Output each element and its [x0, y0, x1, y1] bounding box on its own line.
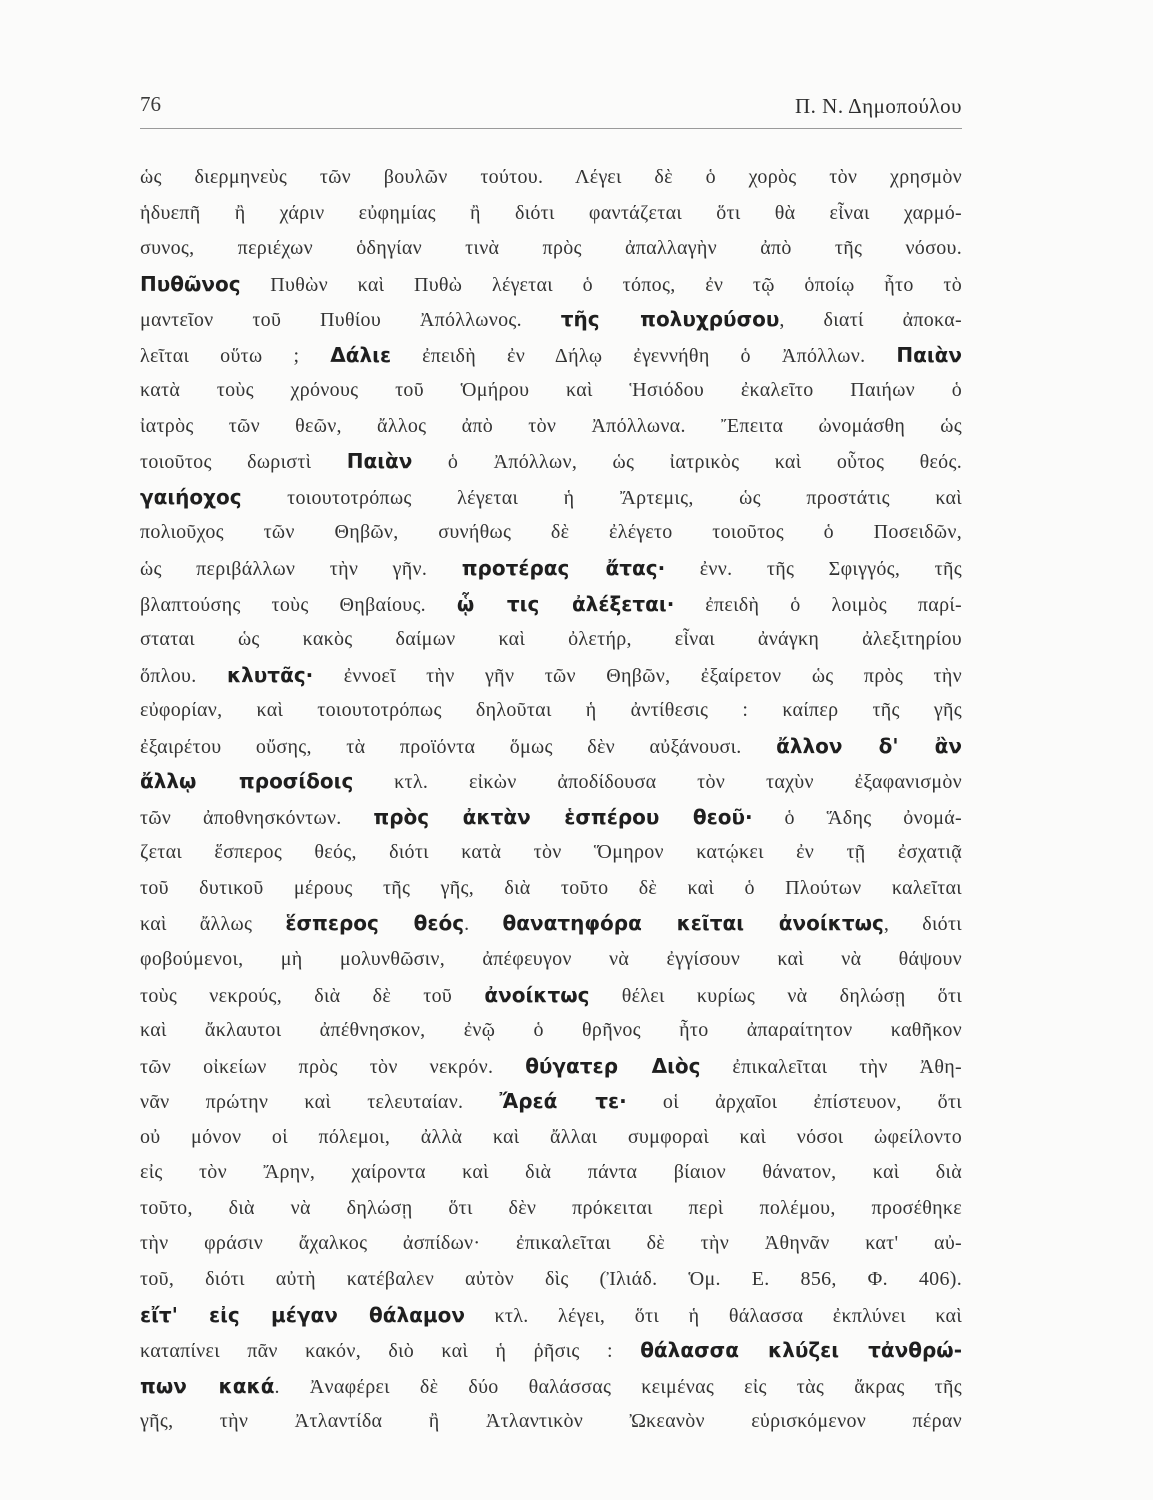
lemma-term: γαιήοχος [140, 484, 242, 509]
text-segment: . Ἀναφέρει δὲ δύο θαλάσσας κειμένας εἰς τὰς ἄκρας τῆς [274, 1375, 962, 1398]
text-segment: ἡδυεπῆ ἢ χάριν εὐφημίας ἢ διότι φαντάζεται ὅτι θὰ εἶναι χαρμό- [140, 201, 962, 224]
text-segment: ἰατρὸς τῶν θεῶν, ἄλλος ἀπὸ τὸν Ἀπόλλωνα. Ἔπειτα ὠνομάσθη ὡς [140, 414, 962, 437]
text-segment: συνος, περιέχων ὁδηγίαν τινὰ πρὸς ἀπαλλαγὴν ἀπὸ τῆς νόσου. [140, 237, 962, 260]
text-line [140, 764, 962, 800]
running-head: Π. Ν. Δημοπούλου [795, 94, 962, 118]
text-segment: γῆς, τὴν Ἀτλαντίδα ἢ Ἀτλαντικὸν Ὠκεανὸν εὑρισκόμενον πέραν [140, 1410, 962, 1433]
text-segment: τῶν οἰκείων πρὸς τὸν νεκρόν. [140, 1055, 526, 1078]
text-segment: οὐ μόνον οἱ πόλεμοι, ἀλλὰ καὶ ἄλλαι συμφοραὶ καὶ νόσοι ὠφείλοντο [140, 1125, 962, 1148]
lemma-term: Δάλιε [330, 342, 392, 367]
text-line [140, 1369, 962, 1405]
text-line [140, 515, 962, 551]
text-segment: κατὰ τοὺς χρόνους τοῦ Ὁμήρου καὶ Ἡσιόδου ἐκαλεῖτο Παιήων ὁ [140, 379, 962, 402]
text-segment: τοιουτοτρόπως λέγεται ἡ Ἄρτεμις, ὡς προστάτις καὶ [241, 486, 962, 509]
lemma-term: ἀνοίκτως [484, 982, 590, 1007]
text-line [140, 480, 962, 516]
text-line [140, 196, 962, 232]
text-segment: Πυθὼν καὶ Πυθὼ λέγεται ὁ τόπος, ἐν τῷ ὁποίῳ ἦτο τὸ [240, 273, 962, 296]
text-line [140, 942, 962, 978]
text-segment: καὶ ἄλλως [140, 913, 286, 936]
text-line [140, 1262, 962, 1298]
text-line [140, 622, 962, 658]
text-line [140, 160, 962, 196]
lemma-term: ἄλλῳ προσίδοις [140, 769, 354, 794]
lemma-term: πων κακά [140, 1373, 275, 1398]
lemma-term: τῆς πολυχρύσου [560, 307, 780, 332]
lemma-term: θάλασσα κλύζει τἀνθρώ- [640, 1338, 962, 1363]
text-segment: πολιοῦχος τῶν Θηβῶν, συνήθως δὲ ἐλέγετο τοιοῦτος ὁ Ποσειδῶν, [140, 521, 962, 544]
text-segment: τοιοῦτος δωριστὶ [140, 451, 347, 474]
page-number: 76 [140, 92, 161, 116]
text-line [140, 729, 962, 765]
lemma-term: κλυτᾶς· [226, 662, 314, 687]
text-segment: τὴν φράσιν ἄχαλκος ἀσπίδων· ἐπικαλεῖται δὲ τὴν Ἀθηνᾶν κατ' αὐ- [140, 1232, 962, 1255]
lemma-term: Παιὰν [346, 449, 413, 474]
lemma-term: εἴτ' εἰς μέγαν θάλαμον [140, 1302, 465, 1327]
text-segment: ἐννοεῖ τὴν γῆν τῶν Θηβῶν, ἐξαίρετον ὡς πρὸς τὴν [313, 664, 962, 687]
text-segment: , διατί ἀποκα- [779, 309, 962, 332]
text-line [140, 551, 962, 587]
text-segment: τῶν ἀποθνησκόντων. [140, 806, 374, 829]
lemma-term: ἕσπερος θεός [285, 911, 465, 936]
text-line [140, 658, 962, 694]
text-line [140, 267, 962, 303]
text-segment: βλαπτούσης τοὺς Θηβαίους. [140, 593, 457, 616]
text-line [140, 906, 962, 942]
text-line [140, 978, 962, 1014]
text-line [140, 693, 962, 729]
text-segment: ζεται ἕσπερος θεός, διότι κατὰ τὸν Ὅμηρον κατῴκει ἐν τῇ ἐσχατιᾷ [140, 841, 962, 864]
text-segment: καταπίνει πᾶν κακόν, διὸ καὶ ἡ ῥῆσις : [140, 1340, 641, 1363]
text-segment: ἐνν. τῆς Σφιγγός, τῆς [665, 558, 962, 581]
text-segment: φοβούμενοι, μὴ μολυνθῶσιν, ἀπέφευγον νὰ ἐγγίσουν καὶ νὰ θάψουν [140, 948, 962, 971]
text-line [140, 409, 962, 445]
text-line [140, 444, 962, 480]
text-segment: λεῖται οὕτω ; [140, 344, 331, 367]
text-segment: ἐπειδὴ ἐν Δήλῳ ἐγεννήθη ὁ Ἀπόλλων. [391, 344, 897, 367]
lemma-term: προτέρας ἄτας· [461, 556, 666, 581]
text-segment: ὡς διερμηνεὺς τῶν βουλῶν τούτου. Λέγει δὲ ὁ χορὸς τὸν χρησμὸν [140, 166, 962, 188]
text-line [140, 1120, 962, 1156]
text-segment: νᾶν πρώτην καὶ τελευταίαν. [140, 1091, 500, 1114]
text-line [140, 302, 962, 338]
text-segment: καὶ ἄκλαυτοι ἀπέθνησκον, ἐνῷ ὁ θρῆνος ἦτο ἀπαραίτητον καθῆκον [140, 1019, 962, 1042]
text-segment: ὡς περιβάλλων τὴν γῆν. [140, 558, 462, 581]
text-segment: , διότι [883, 913, 962, 936]
lemma-term: Παιὰν [896, 342, 962, 367]
text-line [140, 1191, 962, 1227]
text-segment: ὁ Ἀπόλλων, ὡς ἰατρικὸς καὶ οὗτος θεός. [412, 451, 962, 474]
text-segment: θέλει κυρίως νὰ δηλώσῃ ὅτι [589, 984, 962, 1007]
text-segment: εἰς τὸν Ἄρην, χαίροντα καὶ διὰ πάντα βίαιον θάνατον, καὶ διὰ [140, 1161, 962, 1184]
text-line [140, 871, 962, 907]
text-line [140, 1155, 962, 1191]
text-segment: μαντεῖον τοῦ Πυθίου Ἀπόλλωνος. [140, 309, 561, 332]
book-page [140, 88, 962, 1468]
text-line [140, 338, 962, 374]
lemma-term: ᾧ τις ἀλέξεται· [456, 591, 675, 616]
text-line [140, 1404, 962, 1440]
text-segment: ὅπλου. [140, 664, 227, 687]
lemma-term: Πυθῶνος [140, 271, 241, 296]
text-segment: ἐπικαλεῖται τὴν Ἀθη- [700, 1055, 962, 1078]
lemma-term: θύγατερ Διὸς [525, 1053, 701, 1078]
text-line [140, 1013, 962, 1049]
commentary-text [140, 160, 962, 1440]
text-line [140, 1333, 962, 1369]
text-segment: εὐφορίαν, καὶ τοιουτοτρόπως δηλοῦται ἡ ἀντίθεσις : καίπερ τῆς γῆς [140, 699, 962, 722]
text-line [140, 231, 962, 267]
text-segment: τοῦ δυτικοῦ μέρους τῆς γῆς, διὰ τοῦτο δὲ καὶ ὁ Πλούτων καλεῖται [140, 876, 962, 899]
text-line [140, 1298, 962, 1334]
text-segment: τοῦτο, διὰ νὰ δηλώσῃ ὅτι δὲν πρόκειται περὶ πολέμου, προσέθηκε [140, 1196, 962, 1219]
text-segment: ἐξαιρέτου οὔσης, τὰ προϊόντα ὅμως δὲν αὐξάνουσι. [140, 735, 777, 758]
text-line [140, 835, 962, 871]
text-line [140, 1049, 962, 1085]
text-segment: σταται ὡς κακὸς δαίμων καὶ ὀλετήρ, εἶναι ἀνάγκη ἀλεξιτηρίου [140, 628, 962, 651]
text-line [140, 587, 962, 623]
text-segment: κτλ. εἰκὼν ἀποδίδουσα τὸν ταχὺν ἐξαφανισμὸν [353, 771, 962, 794]
text-segment: τοὺς νεκρούς, διὰ δὲ τοῦ [140, 984, 485, 1007]
text-segment: ὁ Ἅδης ὀνομά- [752, 806, 962, 829]
text-line [140, 1084, 962, 1120]
text-segment: τοῦ, διότι αὐτὴ κατέβαλεν αὐτὸν δὶς (Ἰλιάδ. Ὁμ. Ε. 856, Φ. 406). [140, 1267, 962, 1290]
lemma-term: θανατηφόρα κεῖται ἀνοίκτως [502, 911, 884, 936]
lemma-term: Ἄρεά τε· [499, 1089, 627, 1114]
text-segment: . [464, 913, 503, 936]
text-line [140, 373, 962, 409]
lemma-term: ἄλλον δ' ἂν [776, 733, 962, 758]
lemma-term: πρὸς ἀκτὰν ἑσπέρου θεοῦ· [373, 804, 753, 829]
text-segment: ἐπειδὴ ὁ λοιμὸς παρί- [674, 593, 962, 616]
text-line [140, 800, 962, 836]
text-segment: κτλ. λέγει, ὅτι ἡ θάλασσα ἐκπλύνει καὶ [464, 1304, 962, 1327]
text-line [140, 1226, 962, 1262]
text-segment: οἱ ἀρχαῖοι ἐπίστευον, ὅτι [626, 1091, 962, 1114]
page-header [140, 88, 962, 129]
